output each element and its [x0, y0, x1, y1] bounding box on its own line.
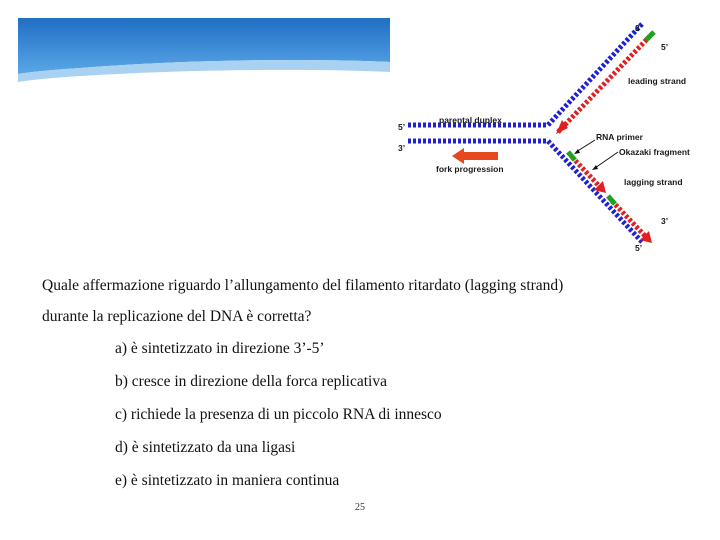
label-3prime-bottom: 3’: [661, 216, 669, 226]
label-3prime-top: 3’: [635, 23, 643, 33]
label-5prime-left: 5’: [398, 122, 406, 132]
lagging-primer-2: [608, 196, 615, 204]
page-number: 25: [355, 502, 365, 513]
okazaki-pointer: [595, 152, 618, 168]
leading-primer: [646, 32, 654, 40]
decorative-banner: [0, 0, 400, 110]
question-text: [42, 270, 692, 332]
option-c: c) richiede la presenza di un piccolo RNA di innesco: [115, 406, 442, 423]
leading-template-strand: [548, 24, 642, 125]
label-5prime-bottom: 5’: [635, 243, 643, 253]
replication-fork-diagram: [390, 0, 720, 265]
label-parental-duplex: parental duplex: [439, 115, 502, 125]
lagging-primer-1: [568, 152, 575, 160]
question-line-2: durante la replicazione del DNA è corretta?: [42, 308, 312, 325]
option-b: b) cresce in direzione della forca replicativa: [115, 373, 387, 390]
label-3prime-left: 3’: [398, 143, 406, 153]
label-okazaki-fragment: Okazaki fragment: [619, 147, 690, 157]
question-line-1: Quale affermazione riguardo l’allungamento del filamento ritardato (lagging strand): [42, 277, 564, 294]
label-5prime-top: 5’: [661, 42, 669, 52]
rna-primer-pointer: [576, 140, 595, 152]
option-d: d) è sintetizzato da una ligasi: [115, 439, 296, 456]
option-e: e) è sintetizzato in maniera continua: [115, 472, 340, 489]
label-leading-strand: leading strand: [628, 76, 687, 86]
label-fork-progression: fork progression: [436, 164, 504, 174]
label-rna-primer: RNA primer: [596, 132, 643, 142]
label-lagging-strand: lagging strand: [624, 177, 683, 187]
fork-progression-arrow: [452, 148, 498, 164]
option-a: a) è sintetizzato in direzione 3’-5’: [115, 340, 325, 357]
answer-options: [115, 332, 442, 497]
